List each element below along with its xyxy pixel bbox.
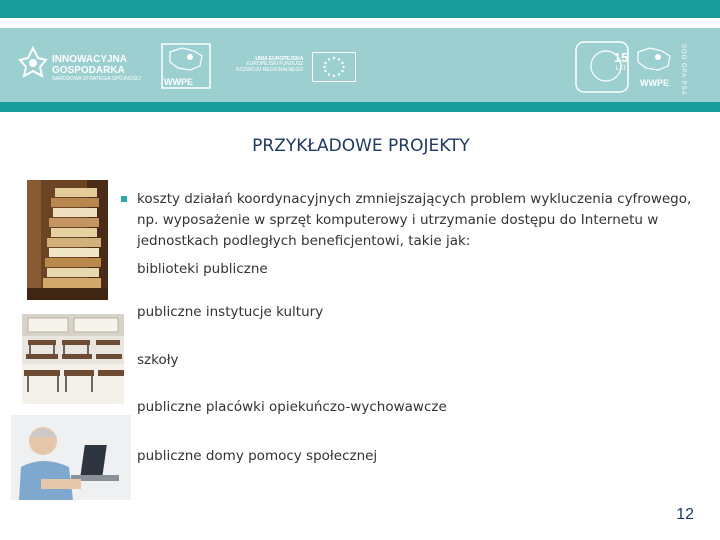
slide-title: PRZYKŁADOWE PROJEKTY — [252, 136, 470, 156]
logo-gospodarka-text: GOSPODARKA — [52, 64, 125, 76]
list-item-domy-pomocy: publiczne domy pomocy społecznej — [137, 448, 378, 464]
logo-ig-subtitle: NARODOWA STRATEGIA SPÓJNOŚCI — [52, 76, 141, 82]
classroom-icon — [22, 314, 124, 404]
bullet-marker — [121, 196, 127, 202]
list-item-biblioteki: biblioteki publiczne — [137, 261, 268, 277]
classroom-image — [22, 314, 124, 404]
header-bottom-bar — [0, 102, 720, 112]
ue-line-3: ROZWOJU REGIONALNEGO — [236, 66, 304, 73]
list-item-instytucje-kultury: publiczne instytucje kultury — [137, 304, 324, 320]
bullet-paragraph: koszty działań koordynacyjnych zmniejszających problem wykluczenia cyfrowego, np. wyposażenie w sprzęt komputerowy i utrzymanie dostępu do Internetu w jednostkach podległych beneficjentowi, takie jak: — [137, 191, 692, 249]
logo-innowacyjna-text: INNOWACYJNA — [52, 54, 128, 65]
senior-laptop-icon — [11, 415, 131, 500]
eu-flag-icon — [312, 52, 356, 82]
books-stack-icon — [27, 180, 108, 300]
list-item-placowki: publiczne placówki opiekuńczo-wychowawcze — [137, 399, 447, 415]
top-accent-bar — [0, 0, 720, 18]
unia-europejska-text — [236, 57, 303, 73]
innowacyjna-gospodarka-logo-icon — [18, 46, 48, 84]
wwpe-logo-2-text: WWPE — [640, 78, 669, 88]
ue-line-1: UNIA EUROPEJSKA — [255, 56, 304, 62]
books-stack-image — [27, 180, 108, 300]
list-item-szkoly: szkoły — [137, 352, 179, 368]
senior-with-laptop-image — [11, 415, 131, 500]
page-number: 12 — [676, 506, 694, 523]
vertical-logo-text: SOO OPA PSA — [680, 44, 686, 96]
fifteen-years-number: 15 — [613, 50, 629, 65]
ue-line-2: EUROPEJSKI FUNDUSZ — [246, 61, 304, 68]
logo-innowacyjna-gospodarka — [52, 55, 127, 76]
wwpe-logo-text: WWPE — [164, 77, 193, 87]
fifteen-years-word: LAT — [615, 66, 627, 72]
header-gap — [0, 18, 720, 28]
